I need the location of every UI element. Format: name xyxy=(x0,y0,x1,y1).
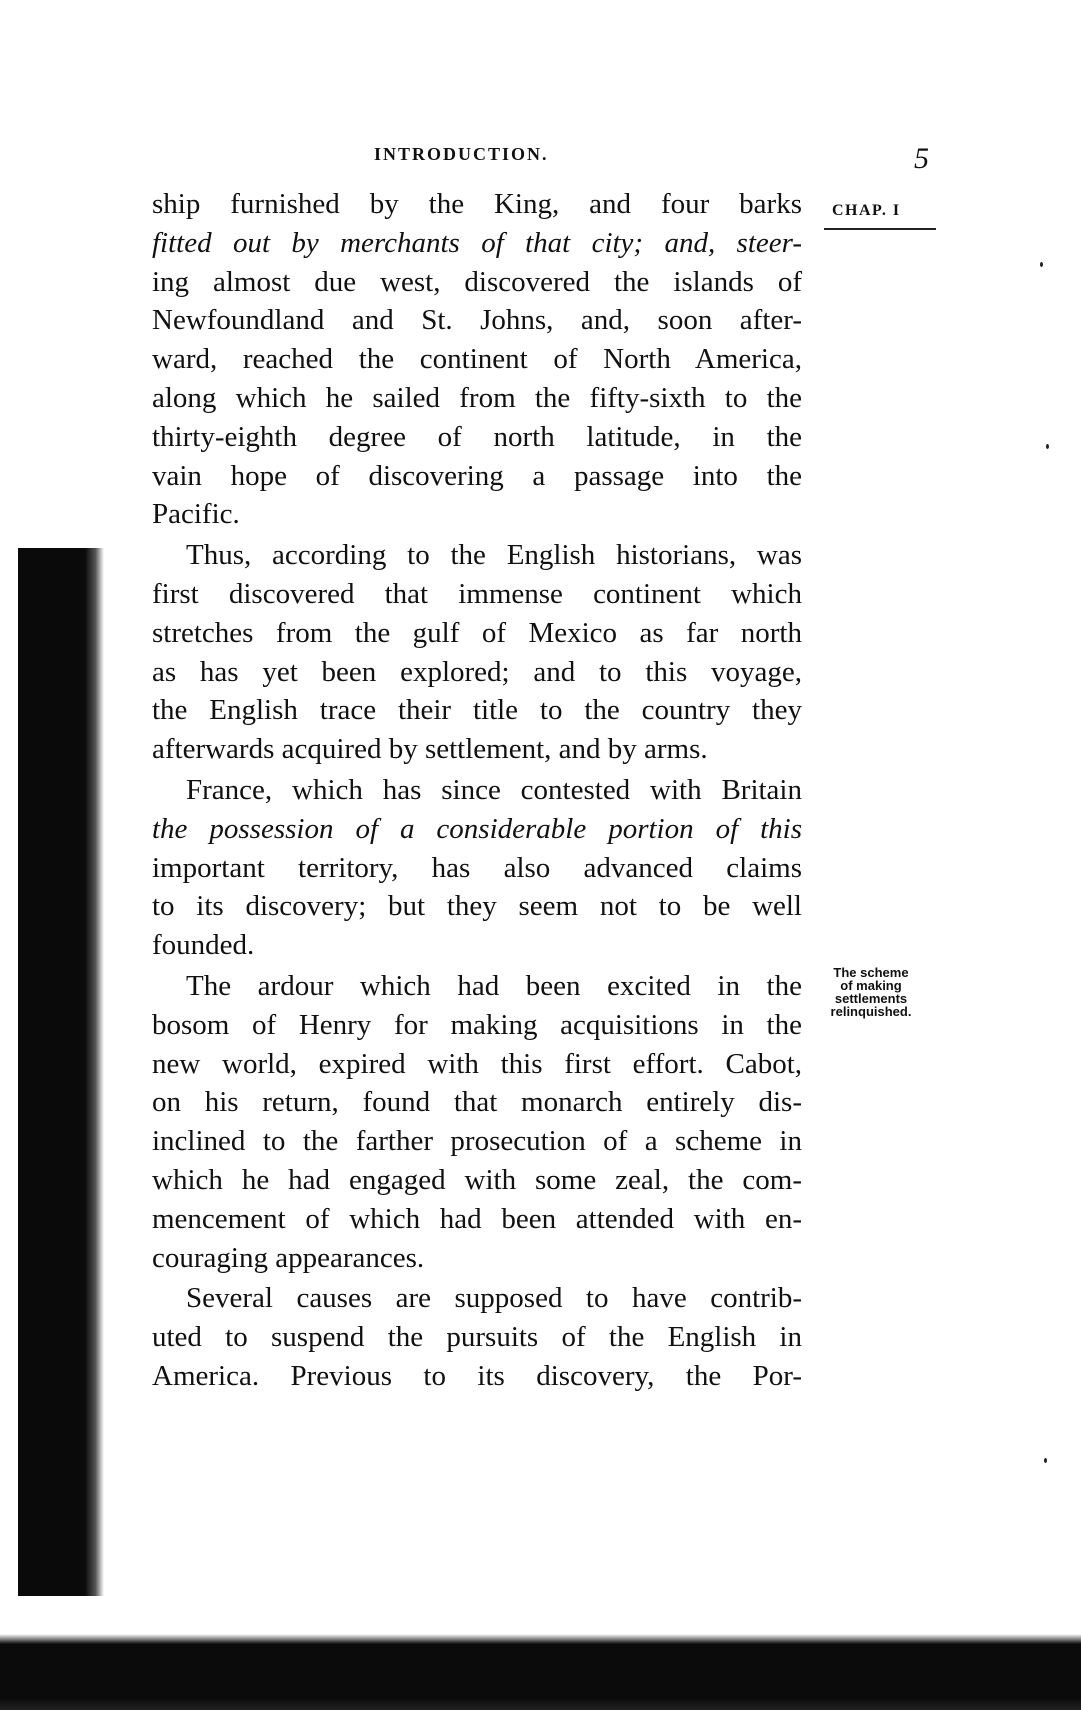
text-line: stretches from the gulf of Mexico as far north xyxy=(152,616,802,649)
scan-speck xyxy=(1040,262,1043,267)
text-line: ing almost due west, discovered the islands of xyxy=(152,265,802,298)
scan-speck xyxy=(1044,1458,1047,1463)
text-line: ward, reached the continent of North America, xyxy=(152,343,802,376)
chapter-rule xyxy=(824,228,936,230)
paragraph xyxy=(152,536,802,769)
text-line: which he had engaged with some zeal, the com- xyxy=(152,1163,802,1196)
text-line: thirty-eighth degree of north latitude, in the xyxy=(152,420,802,453)
text-line: the possession of a considerable portion of this xyxy=(152,812,802,845)
text-line: fitted out by merchants of that city; and, steer- xyxy=(152,226,802,259)
text-line: mencement of which had been attended with en- xyxy=(152,1202,802,1235)
chapter-label: CHAP. I xyxy=(832,202,901,219)
running-head: INTRODUCTION. xyxy=(374,144,549,164)
text-line: Newfoundland and St. Johns, and, soon after- xyxy=(152,304,802,337)
text-line: founded. xyxy=(152,929,255,962)
text-line: to its discovery; but they seem not to be well xyxy=(152,890,802,923)
text-line: as has yet been explored; and to this voyage, xyxy=(152,655,802,688)
binding-shadow xyxy=(18,548,104,1596)
page-number: 5 xyxy=(914,142,929,175)
paragraph xyxy=(152,967,802,1277)
margin-note-line: of making xyxy=(840,978,902,993)
text-line: Pacific. xyxy=(152,498,240,531)
margin-note xyxy=(808,966,934,1018)
text-line: inclined to the farther prosecution of a scheme in xyxy=(152,1125,802,1158)
text-line: bosom of Henry for making acquisitions in the xyxy=(152,1008,802,1041)
text-line: America. Previous to its discovery, the Por- xyxy=(152,1359,802,1392)
text-line: along which he sailed from the fifty-sixth to the xyxy=(152,381,802,414)
margin-note-line: relinquished. xyxy=(830,1004,912,1019)
scan-edge-band xyxy=(0,1634,1081,1710)
margin-note-line: The scheme xyxy=(833,965,909,980)
text-line: uted to suspend the pursuits of the English in xyxy=(152,1321,802,1354)
text-line: couraging appearances. xyxy=(152,1241,425,1274)
body-text xyxy=(152,185,802,1396)
text-line: Thus, according to the English historians, was xyxy=(186,539,802,572)
margin-note-line: settlements xyxy=(834,991,908,1006)
paragraph xyxy=(152,1279,802,1395)
text-line: first discovered that immense continent which xyxy=(152,577,802,610)
text-line: afterwards acquired by settlement, and by arms. xyxy=(152,733,708,766)
text-line: ship furnished by the King, and four barks xyxy=(152,188,802,220)
text-line: on his return, found that monarch entirely dis- xyxy=(152,1086,802,1119)
text-line: Several causes are supposed to have contrib- xyxy=(186,1282,802,1315)
text-line: France, which has since contested with Britain xyxy=(186,773,802,806)
text-line: new world, expired with this first effort. Cabot, xyxy=(152,1047,802,1080)
paragraph xyxy=(152,185,802,534)
paragraph xyxy=(152,771,802,965)
text-line: the English trace their title to the country they xyxy=(152,694,802,727)
scan-speck xyxy=(1046,444,1049,449)
text-line: important territory, has also advanced claims xyxy=(152,851,802,884)
text-line: vain hope of discovering a passage into the xyxy=(152,459,802,492)
text-line: The ardour which had been excited in the xyxy=(186,969,802,1002)
